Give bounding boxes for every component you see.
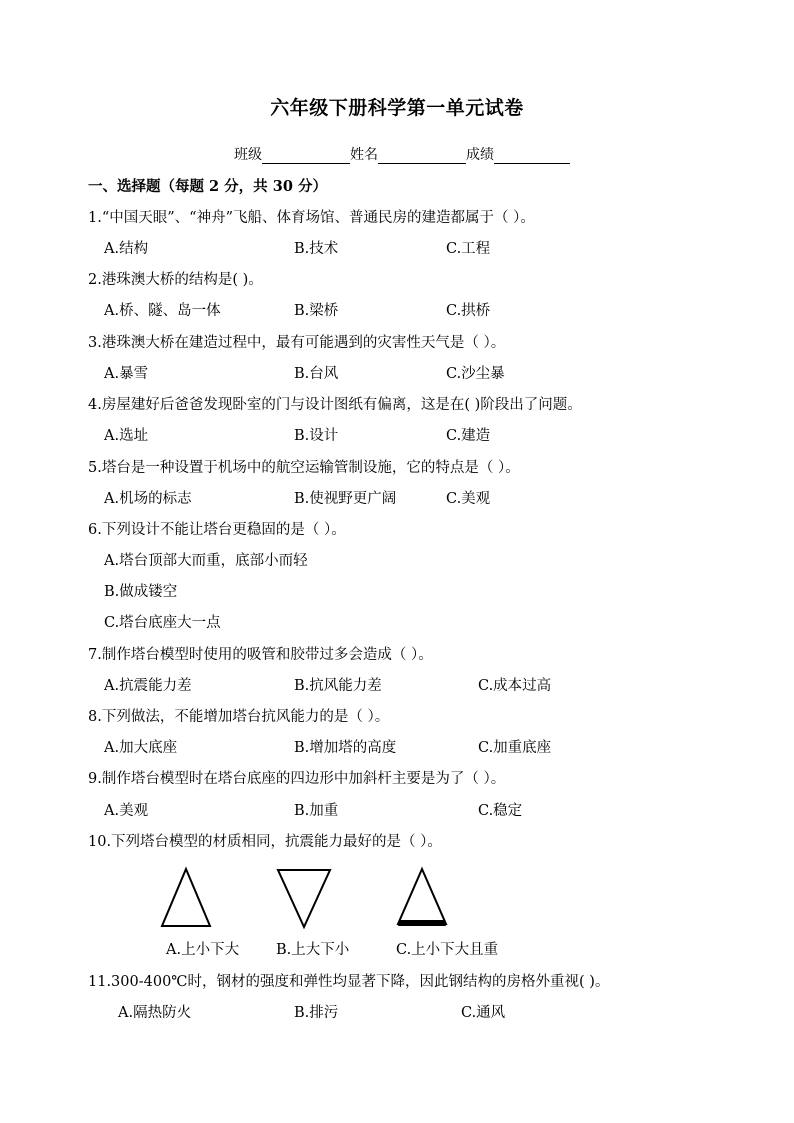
question-6: 6.下列设计不能让塔台更稳固的是（ ）。 — [88, 522, 346, 538]
question-5: 5.塔台是一种设置于机场中的航空运输管制设施，它的特点是（ ）。 — [88, 460, 520, 476]
triangle-down-icon — [275, 866, 333, 930]
q1-option-a[interactable]: A.结构 — [104, 241, 149, 257]
q4-option-c[interactable]: C.建造 — [446, 428, 491, 444]
question-10: 10.下列塔台模型的材质相同，抗震能力最好的是（ ）。 — [88, 834, 442, 850]
triangle-up-icon — [158, 866, 214, 930]
q3-option-a[interactable]: A.暴雪 — [104, 366, 149, 382]
q7-option-b[interactable]: B.抗风能力差 — [294, 678, 382, 694]
class-label: 班级 — [234, 147, 262, 163]
q3-option-b[interactable]: B.台风 — [294, 366, 339, 382]
q10-option-c[interactable]: C.上小下大且重 — [396, 942, 499, 958]
q5-option-a[interactable]: A.机场的标志 — [104, 491, 192, 507]
q8-option-c[interactable]: C.加重底座 — [478, 740, 552, 756]
q1-option-b[interactable]: B.技术 — [294, 241, 339, 257]
q9-option-a[interactable]: A.美观 — [104, 803, 149, 819]
question-7: 7.制作塔台模型时使用的吸管和胶带过多会造成（ ）。 — [88, 647, 433, 663]
q2-option-a[interactable]: A.桥、隧、岛一体 — [104, 303, 221, 319]
q5-option-c[interactable]: C.美观 — [446, 491, 491, 507]
triangle-heavy-base-icon — [394, 866, 450, 930]
class-blank[interactable] — [262, 149, 350, 164]
q11-option-a[interactable]: A.隔热防火 — [118, 1005, 192, 1021]
q4-option-a[interactable]: A.选址 — [104, 428, 149, 444]
q9-option-b[interactable]: B.加重 — [294, 803, 339, 819]
q6-option-a[interactable]: A.塔台顶部大而重，底部小而轻 — [104, 553, 308, 569]
student-info-line — [234, 144, 570, 164]
question-8: 8.下列做法，不能增加塔台抗风能力的是（ ）。 — [88, 709, 390, 725]
q8-option-a[interactable]: A.加大底座 — [104, 740, 178, 756]
q1-option-c[interactable]: C.工程 — [446, 241, 491, 257]
question-9: 9.制作塔台模型时在塔台底座的四边形中加斜杆主要是为了（ ）。 — [88, 771, 506, 787]
q10-option-b[interactable]: B.上大下小 — [276, 942, 350, 958]
section-heading-choice: 一、选择题（每题 2 分，共 30 分） — [88, 178, 327, 195]
q4-option-b[interactable]: B.设计 — [294, 428, 339, 444]
question-4: 4.房屋建好后爸爸发现卧室的门与设计图纸有偏离，这是在( )阶段出了问题。 — [88, 397, 582, 413]
q9-option-c[interactable]: C.稳定 — [478, 803, 523, 819]
question-11: 11.300-400℃时，钢材的强度和弹性均显著下降，因此钢结构的房格外重视( )。 — [88, 974, 610, 990]
q2-option-c[interactable]: C.拱桥 — [446, 303, 491, 319]
q3-option-c[interactable]: C.沙尘暴 — [446, 366, 505, 382]
q6-option-b[interactable]: B.做成镂空 — [104, 584, 178, 600]
q11-option-c[interactable]: C.通风 — [461, 1005, 506, 1021]
q8-option-b[interactable]: B.增加塔的高度 — [294, 740, 397, 756]
q7-option-c[interactable]: C.成本过高 — [478, 678, 552, 694]
question-3: 3.港珠澳大桥在建造过程中，最有可能遇到的灾害性天气是（ ）。 — [88, 335, 506, 351]
page-title: 六年级下册科学第一单元试卷 — [270, 97, 524, 119]
q6-option-c[interactable]: C.塔台底座大一点 — [104, 615, 221, 631]
score-blank[interactable] — [494, 149, 570, 164]
q5-option-b[interactable]: B.使视野更广阔 — [294, 491, 397, 507]
question-1: 1.“中国天眼”、“神舟”飞船、体育场馆、普通民房的建造都属于（ ）。 — [88, 210, 535, 226]
q11-option-b[interactable]: B.排污 — [294, 1005, 339, 1021]
question-2: 2.港珠澳大桥的结构是( )。 — [88, 272, 263, 288]
q10-option-a[interactable]: A.上小下大 — [166, 942, 240, 958]
q7-option-a[interactable]: A.抗震能力差 — [104, 678, 192, 694]
q2-option-b[interactable]: B.梁桥 — [294, 303, 339, 319]
score-label: 成绩 — [466, 147, 494, 163]
name-label: 姓名 — [350, 147, 378, 163]
name-blank[interactable] — [378, 149, 466, 164]
